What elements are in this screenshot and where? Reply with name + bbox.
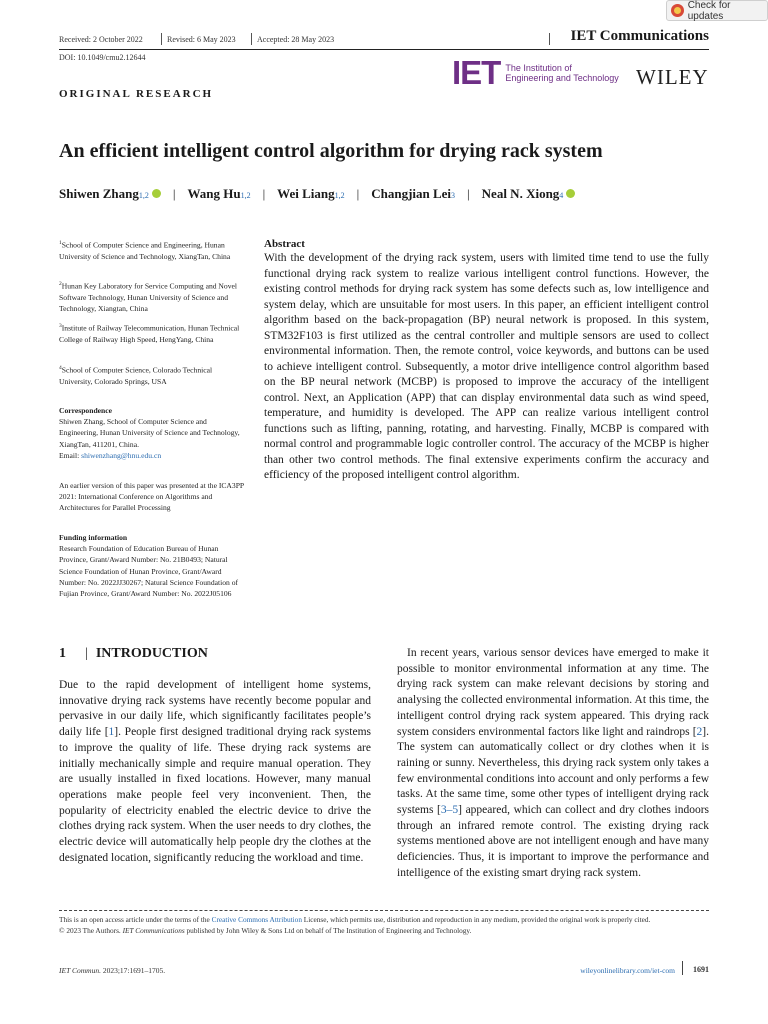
body-text: Due to the rapid development of intelligent home systems, innovative drying rack systems have recently become popular and pervasive in our daily life, which significantly facilitates people’s daily life [ <box>59 679 371 739</box>
copyright-journal: IET Communications <box>122 925 185 935</box>
citation-line <box>59 966 165 975</box>
iet-logo-line: Engineering and Technology <box>505 73 619 83</box>
iet-logo-text <box>505 63 618 83</box>
author-separator: | <box>262 186 266 201</box>
section-number: 1 <box>59 646 66 661</box>
affiliation-text: School of Computer Science and Engineering, Hunan University of Science and Technology, XiangTan, China <box>59 240 231 261</box>
divider <box>682 961 683 975</box>
body-text: ]. The system can automatically collect or dry clothes when it is raining or sunny. Nevertheless, this drying rack system only takes a few environmental conditions into account and only performs a few tasks. At the same time, some other types of intelligent drying rack systems [ <box>397 725 710 817</box>
funding-information <box>59 532 245 599</box>
page-number: 1691 <box>693 965 709 974</box>
body-text: ]. People first designed traditional drying rack systems to improve the quality of life. These drying rack systems are initially mechanically simple and require manual operation. They are usually installed in fixed locations. However, many manual operations make people feel very inconvenient. Then, the popularity of electricity enabled the electric device to drive the clothes drying rack system. When the user needs to dry clothes, the electric device will automatically help people dry the clothes at the designated location, significantly reducing the workload and time. <box>59 726 371 864</box>
author-affiliation[interactable]: 4 <box>559 191 564 200</box>
section-heading-introduction <box>59 646 208 662</box>
license-note <box>59 915 709 936</box>
abstract-text: With the development of the drying rack system, users with limited time tend to use the fully functional drying rack system to realize various intelligent control functions. However, the existing control methods for drying rack system has some defects such as, low intelligence and system delay, which are unsuitable for most users. In this paper, an efficient intelligent control algorithm based on the back-propagation (BP) neural network is proposed. In this system, STM32F103 is first utilized as the central controller and multiple sensors are used to collect environmental information. Then, the remote control, voice keywords, and buttons can be used to achieve intelligent control. Subsequently, a motor drive intelligence control algorithm based on the BP neural network (MCBP) is proposed to improve the accuracy of the intelligent control. Next, an Application (APP) that can display environmental data such as wind speed, temperature, and humidity is developed. The APP can realize various intelligent control functions such as lifting, panning, rotating, and harvesting. Finally, MCBP is compared with normal control and programmable logic controller control. The accuracy of the MCBP is higher than other two control methods. The final extensive experiments confirm the accuracy and efficiency of the proposed intelligent control algorithm. <box>264 252 709 481</box>
correspondence-email <box>59 450 245 461</box>
author-affiliation[interactable]: 1,2 <box>334 191 345 200</box>
orcid-icon[interactable] <box>566 189 575 198</box>
author-separator: | <box>356 186 360 201</box>
license-part: License, which permits use, distribution and reproduction in any medium, provided the original work is properly cited. <box>301 915 651 924</box>
funding-heading: Funding information <box>59 533 128 542</box>
journal-url-link[interactable]: wileyonlinelibrary.com/iet-com <box>580 966 675 975</box>
license-part: This is an open access article under the terms of the <box>59 915 212 924</box>
accepted-date: Accepted: 28 May 2023 <box>257 35 335 44</box>
author-separator: | <box>172 186 176 201</box>
author-affiliation[interactable]: 3 <box>451 191 456 200</box>
author-name[interactable]: Wei Liang <box>277 186 335 201</box>
email-link[interactable]: shiwenzhang@hnu.edu.cn <box>81 450 162 460</box>
iet-logo-mark: IET <box>452 54 501 91</box>
iet-logo-line: The Institution of <box>505 63 572 73</box>
iet-logo <box>452 54 619 91</box>
author-name[interactable]: Shiwen Zhang <box>59 186 139 201</box>
header-rule <box>59 49 709 50</box>
update-icon <box>671 4 684 17</box>
author-name[interactable]: Neal N. Xiong <box>481 186 560 201</box>
citation-link[interactable]: 3–5 <box>440 804 459 817</box>
correspondence-heading: Correspondence <box>59 406 113 415</box>
body-text: In recent years, various sensor devices have emerged to make it possible to monitor environmental information at any time. The drying rack system can make relevant decisions by storing and analysing the collected environmental information. At this time, the intelligent control drying rack system appeared. This drying rack system considers environmental factors like light and raindrops [ <box>397 647 709 738</box>
affiliation-1: $^1$School of Computer Science and Engineering, Hunan University of Science and Technology, XiangTan, China <box>59 240 231 261</box>
affiliation-text: School of Computer Science, Colorado Technical University, Colorado Springs, USA <box>59 365 213 386</box>
check-for-updates-badge[interactable] <box>666 0 768 21</box>
doi[interactable]: DOI: 10.1049/cmu2.12644 <box>59 53 146 62</box>
citation-link[interactable]: 1 <box>108 726 115 739</box>
revised-date: Revised: 6 May 2023 <box>167 35 236 44</box>
copyright-text <box>59 926 709 937</box>
body-text: ] appeared, which can collect and dry clothes indoors through an infrared remote control. The existing drying rack systems mentioned above are not intelligent enough and have many deficiencies. Thus, it is important to improve the performance and intelligence of the existing smart drying rack system. <box>397 804 710 879</box>
funding-text: Research Foundation of Education Bureau of Hunan Province, Grant/Award Number: No. 21B0493; Natural Science Foundation of Hunan Province, Grant/Award Number: No. 2022JJ30267; Natural Science Foundation of Fujian Province, Grant/Award Number: No. 2022J05106 <box>59 544 239 599</box>
journal-name: IET Communications <box>570 28 709 44</box>
author-name[interactable]: Changjian Lei <box>371 186 452 201</box>
correspondence <box>59 405 245 461</box>
author-affiliation[interactable]: 1,2 <box>240 191 251 200</box>
license-text <box>59 915 709 926</box>
author-list <box>59 186 575 202</box>
article-title: An efficient intelligent control algorithm for drying rack system <box>59 140 603 162</box>
article-type: ORIGINAL RESEARCH <box>59 88 214 100</box>
affiliation-2: $^2$Hunan Key Laboratory for Service Computing and Novel Software Technology, Hunan University of Science and Technology, Xiangtan, China <box>59 281 237 313</box>
wiley-logo: WILEY <box>636 65 709 89</box>
email-label: Email: <box>59 450 82 460</box>
affiliation-text: Hunan Key Laboratory for Service Computing and Novel Software Technology, Hunan University of Science and Technology, Xiangtan, China <box>59 281 237 313</box>
correspondence-text: Shiwen Zhang, School of Computer Science and Engineering, Hunan University of Science and Technology, XiangTan, 411201, China. <box>59 417 240 449</box>
divider <box>161 33 162 45</box>
affiliation-text: Institute of Railway Telecommunication, Hunan Technical College of Railway High Speed, HengYang, China <box>59 323 240 344</box>
affiliation-4: $^4$School of Computer Science, Colorado Technical University, Colorado Springs, USA <box>59 365 213 386</box>
divider <box>251 33 252 45</box>
section-title: INTRODUCTION <box>95 646 208 661</box>
intro-paragraph-right <box>397 646 709 882</box>
abstract-heading: Abstract <box>264 238 305 250</box>
license-link[interactable]: Creative Commons Attribution <box>211 915 302 924</box>
citation-journal: IET Commun. <box>59 966 101 975</box>
citation-details: 2023;17:1691–1705. <box>100 966 166 975</box>
author-affiliation[interactable]: 1,2 <box>138 191 149 200</box>
section-divider: | <box>85 646 88 661</box>
earlier-version-note: An earlier version of this paper was presented at the ICA3PP 2021: International Conference on Algorithms and Architectures for Parallel Processing <box>59 481 244 513</box>
orcid-icon[interactable] <box>152 189 161 198</box>
received-date: Received: 2 October 2022 <box>59 35 143 44</box>
author-separator: | <box>467 186 470 201</box>
intro-paragraph-left <box>59 678 371 866</box>
citation-link[interactable]: 2 <box>696 725 703 738</box>
copyright-part: published by John Wiley & Sons Ltd on behalf of The Institution of Engineering and Technology. <box>184 925 472 935</box>
affiliation-3: $^3$Institute of Railway Telecommunication, Hunan Technical College of Railway High Speed, HengYang, China <box>59 323 240 344</box>
author-name[interactable]: Wang Hu <box>187 186 241 201</box>
divider <box>549 33 550 45</box>
check-for-updates-label: Check for updates <box>687 0 731 22</box>
footer-rule <box>59 910 709 911</box>
copyright-part: © 2023 The Authors. <box>59 925 123 935</box>
